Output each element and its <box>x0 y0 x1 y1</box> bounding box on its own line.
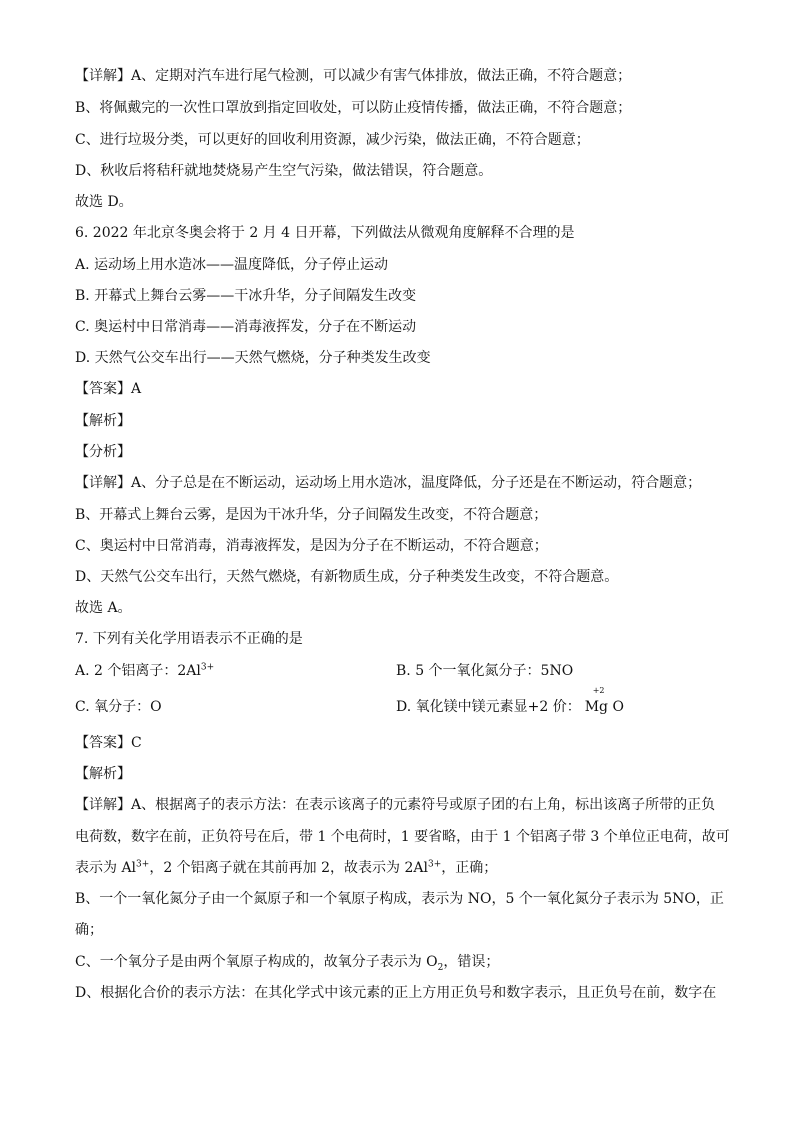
text-line: 确； <box>75 922 103 938</box>
answer-label: 【答案】A <box>75 381 142 397</box>
text-line: D、秋收后将秸秆就地焚烧易产生空气污染，做法错误，符合题意。 <box>75 163 493 179</box>
option-b: B. 开幕式上舞台云雾——干冰升华，分子间隔发生改变 <box>75 288 417 304</box>
analysis-label: 【解析】 <box>75 766 131 782</box>
text-line: 故选 D。 <box>75 194 133 210</box>
option-b: B. 5 个一氧化氮分子：5NO <box>396 663 574 679</box>
text-line: 【详解】A、定期对汽车进行尾气检测，可以减少有害气体排放，做法正确，不符合题意； <box>75 68 632 84</box>
text-line: C、一个氧分子是由两个氧原子构成的，故氧分子表示为 $O_2$，错误； <box>75 954 500 973</box>
option-a: A. 2 个铝离子：$2Al^{3+}$ <box>75 662 215 679</box>
text-line: 表示为 $Al^{3+}$，2 个铝离子就在其前再加 2，故表示为 $2Al^{3+}$，正确； <box>75 859 498 876</box>
analysis-label: 【解析】 <box>75 413 131 429</box>
text-line: D、天然气公交车出行，天然气燃烧，有新物质生成，分子种类发生改变，不符合题意。 <box>75 569 619 585</box>
analysis-label: 【分析】 <box>75 444 131 460</box>
valence-formula: +2 Mg O <box>584 686 624 715</box>
option-d: D. 天然气公交车出行——天然气燃烧，分子种类发生改变 <box>75 350 431 366</box>
text-line: B、一个一氧化氮分子由一个氮原子和一个氧原子构成，表示为 NO，5 个一氧化氮分子表示为 5NO，正 <box>75 891 724 907</box>
option-c: C. 奥运村中日常消毒——消毒液挥发，分子在不断运动 <box>75 319 417 335</box>
text-line: C、奥运村中日常消毒，消毒液挥发，是因为分子在不断运动，不符合题意； <box>75 538 548 554</box>
text-line: C、进行垃圾分类，可以更好的回收利用资源，减少污染，做法正确，不符合题意； <box>75 132 590 148</box>
text-line: D、根据化合价的表示方法：在其化学式中该元素的正上方用正负号和数字表示，且正负号在前，数字在 <box>75 985 717 1001</box>
text-line: 【详解】A、分子总是在不断运动，运动场上用水造冰，温度降低，分子还是在不断运动，符合题意； <box>75 475 702 491</box>
text-line: 故选 A。 <box>75 600 132 616</box>
answer-label: 【答案】C <box>75 735 142 751</box>
text-line: B、将佩戴完的一次性口罩放到指定回收处，可以防止疫情传播，做法正确，不符合题意； <box>75 100 632 116</box>
text-line: 【详解】A、根据离子的表示方法：在表示该离子的元素符号或原子团的右上角，标出该离子所带的正负 <box>75 797 716 813</box>
question-6: 6. 2022 年北京冬奥会将于 2 月 4 日开幕，下列做法从微观角度解释不合理的是 <box>75 225 575 241</box>
text-line: B、开幕式上舞台云雾，是因为干冰升华，分子间隔发生改变，不符合题意； <box>75 507 548 523</box>
question-7: 7. 下列有关化学用语表示不正确的是 <box>75 631 303 647</box>
text-line: 电荷数，数字在前，正负符号在后，带 1 个电荷时，1 要省略，由于 1 个铝离子带 3 个单位正电荷，故可 <box>75 829 730 845</box>
option-d: D. 氧化镁中镁元素显+2 价： +2 Mg O <box>396 686 624 715</box>
option-c: C. 氧分子：O <box>75 699 162 715</box>
option-a: A. 运动场上用水造冰——温度降低，分子停止运动 <box>75 257 389 273</box>
